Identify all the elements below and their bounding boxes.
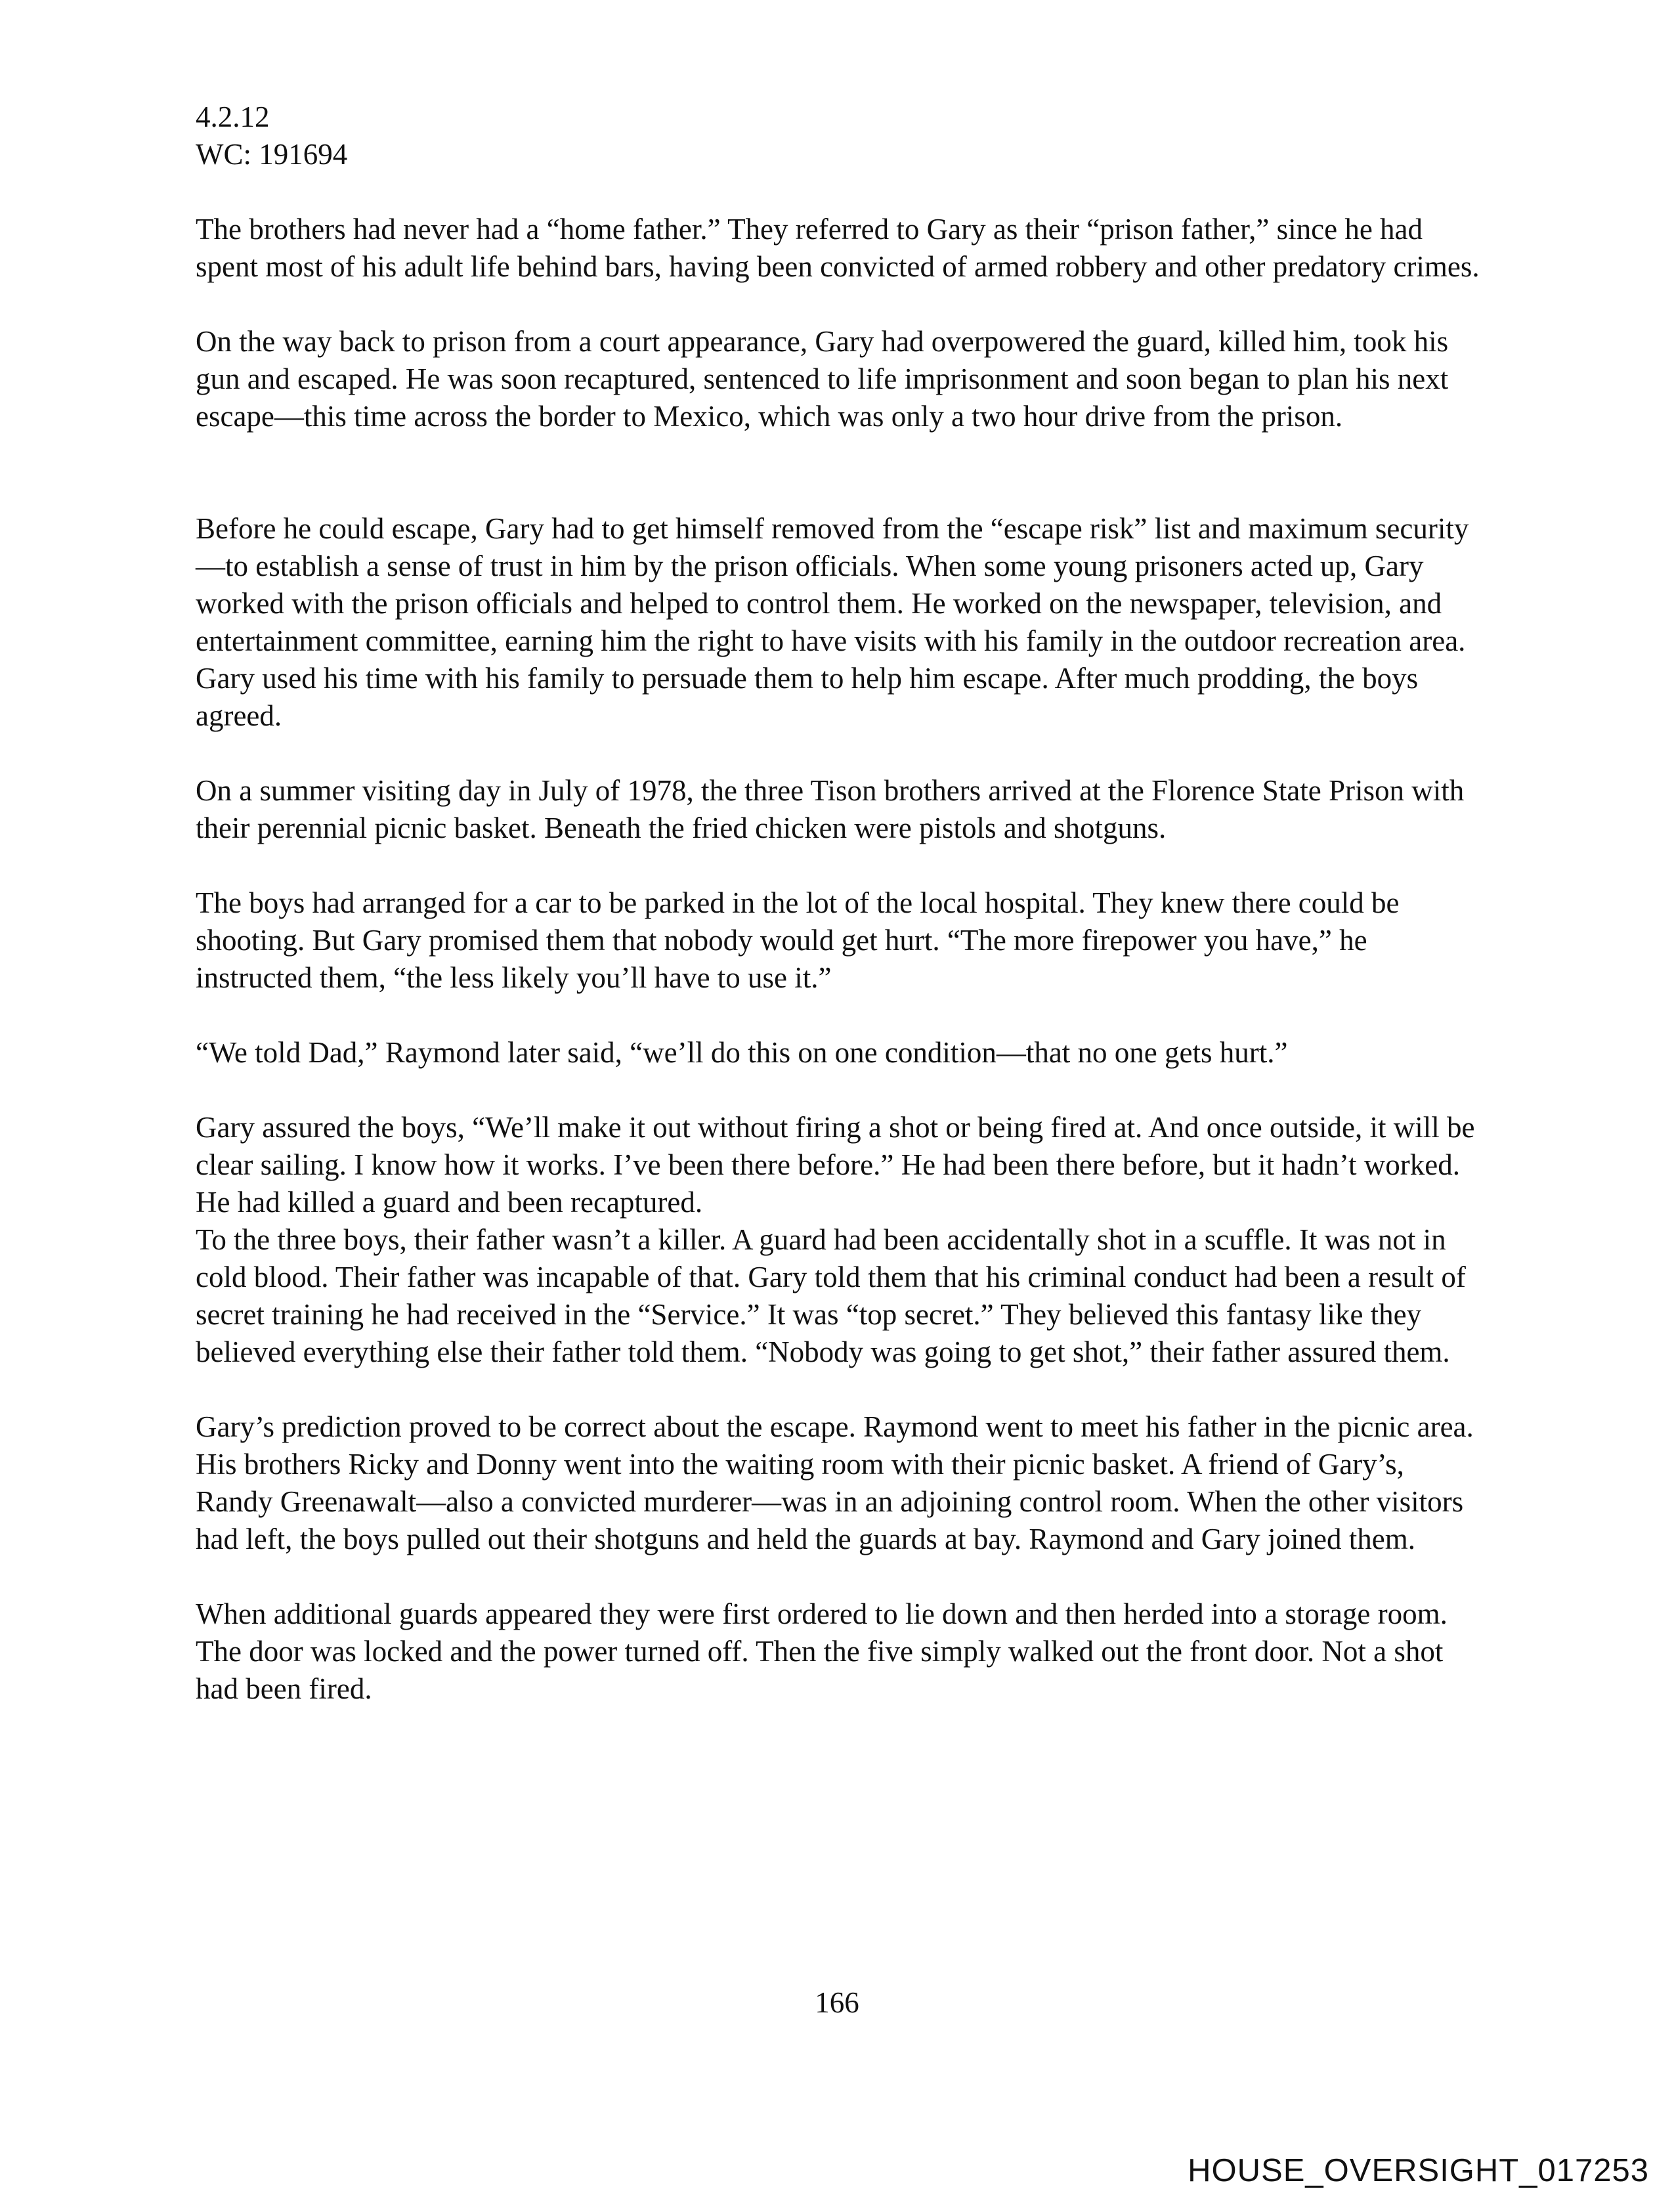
- paragraph: Gary’s prediction proved to be correct about the escape. Raymond went to meet his father in the picnic area. His brothers Ricky and Donny went into the waiting room with their picnic basket. A friend of Gary’s, Randy Greenawalt—also a convicted murderer—was in an adjoining control room. When the other visitors had left, the boys pulled out their shotguns and held the guards at bay. Raymond and Gary joined them.: [196, 1410, 1474, 1555]
- paragraph: The boys had arranged for a car to be parked in the lot of the local hospital. They knew there could be shooting. But Gary promised them that nobody would get hurt. “The more firepower you have,” he instructed them, “the less likely you’ll have to use it.”: [196, 886, 1400, 994]
- paragraph: Gary assured the boys, “We’ll make it out without firing a shot or being fired at. And once outside, it will be clear sailing. I know how it works. I’ve been there before.” He had been there before, but it hadn’t worked. He had killed a guard and been recaptured.: [196, 1111, 1475, 1219]
- text-column: [196, 98, 1482, 1745]
- paragraph: On the way back to prison from a court appearance, Gary had overpowered the guard, killed him, took his gun and escaped. He was soon recaptured, sentenced to life imprisonment and soon began to plan his next escape—this time across the border to Mexico, which was only a two hour drive from the prison.: [196, 325, 1449, 433]
- date-line: 4.2.12: [196, 100, 270, 133]
- paragraph: Before he could escape, Gary had to get himself removed from the “escape risk” list and maximum security—to establish a sense of trust in him by the prison officials. When some young prisoners acted up, Gary worked with the prison officials and helped to control them. He worked on the newspaper, television, and entertainment committee, earning him the right to have visits with his family in the outdoor recreation area. Gary used his time with his family to persuade them to help him escape. After much prodding, the boys agreed.: [196, 512, 1469, 732]
- page-number: 166: [815, 1986, 859, 2019]
- paragraph: On a summer visiting day in July of 1978, the three Tison brothers arrived at the Florence State Prison with their perennial picnic basket. Beneath the fried chicken were pistols and shotguns.: [196, 774, 1465, 844]
- document-header: [196, 98, 1482, 173]
- paragraph: The brothers had never had a “home father.” They referred to Gary as their “prison father,” since he had spent most of his adult life behind bars, having been convicted of armed robbery and other predatory crimes.: [196, 213, 1480, 283]
- paragraph: To the three boys, their father wasn’t a killer. A guard had been accidentally shot in a scuffle. It was not in cold blood. Their father was incapable of that. Gary told them that his criminal conduct had been a result of secret training he had received in the “Service.” It was “top secret.” They believed this fantasy like they believed everything else their father told them. “Nobody was going to get shot,” their father assured them.: [196, 1223, 1466, 1368]
- word-count-line: WC: 191694: [196, 138, 348, 171]
- paragraph: “We told Dad,” Raymond later said, “we’ll do this on one condition—that no one gets hurt.”: [196, 1036, 1288, 1069]
- bates-number: HOUSE_OVERSIGHT_017253: [1188, 2153, 1649, 2188]
- paragraph: When additional guards appeared they were first ordered to lie down and then herded into a storage room. The door was locked and the power turned off. Then the five simply walked out the front door. Not a shot had been fired.: [196, 1597, 1448, 1705]
